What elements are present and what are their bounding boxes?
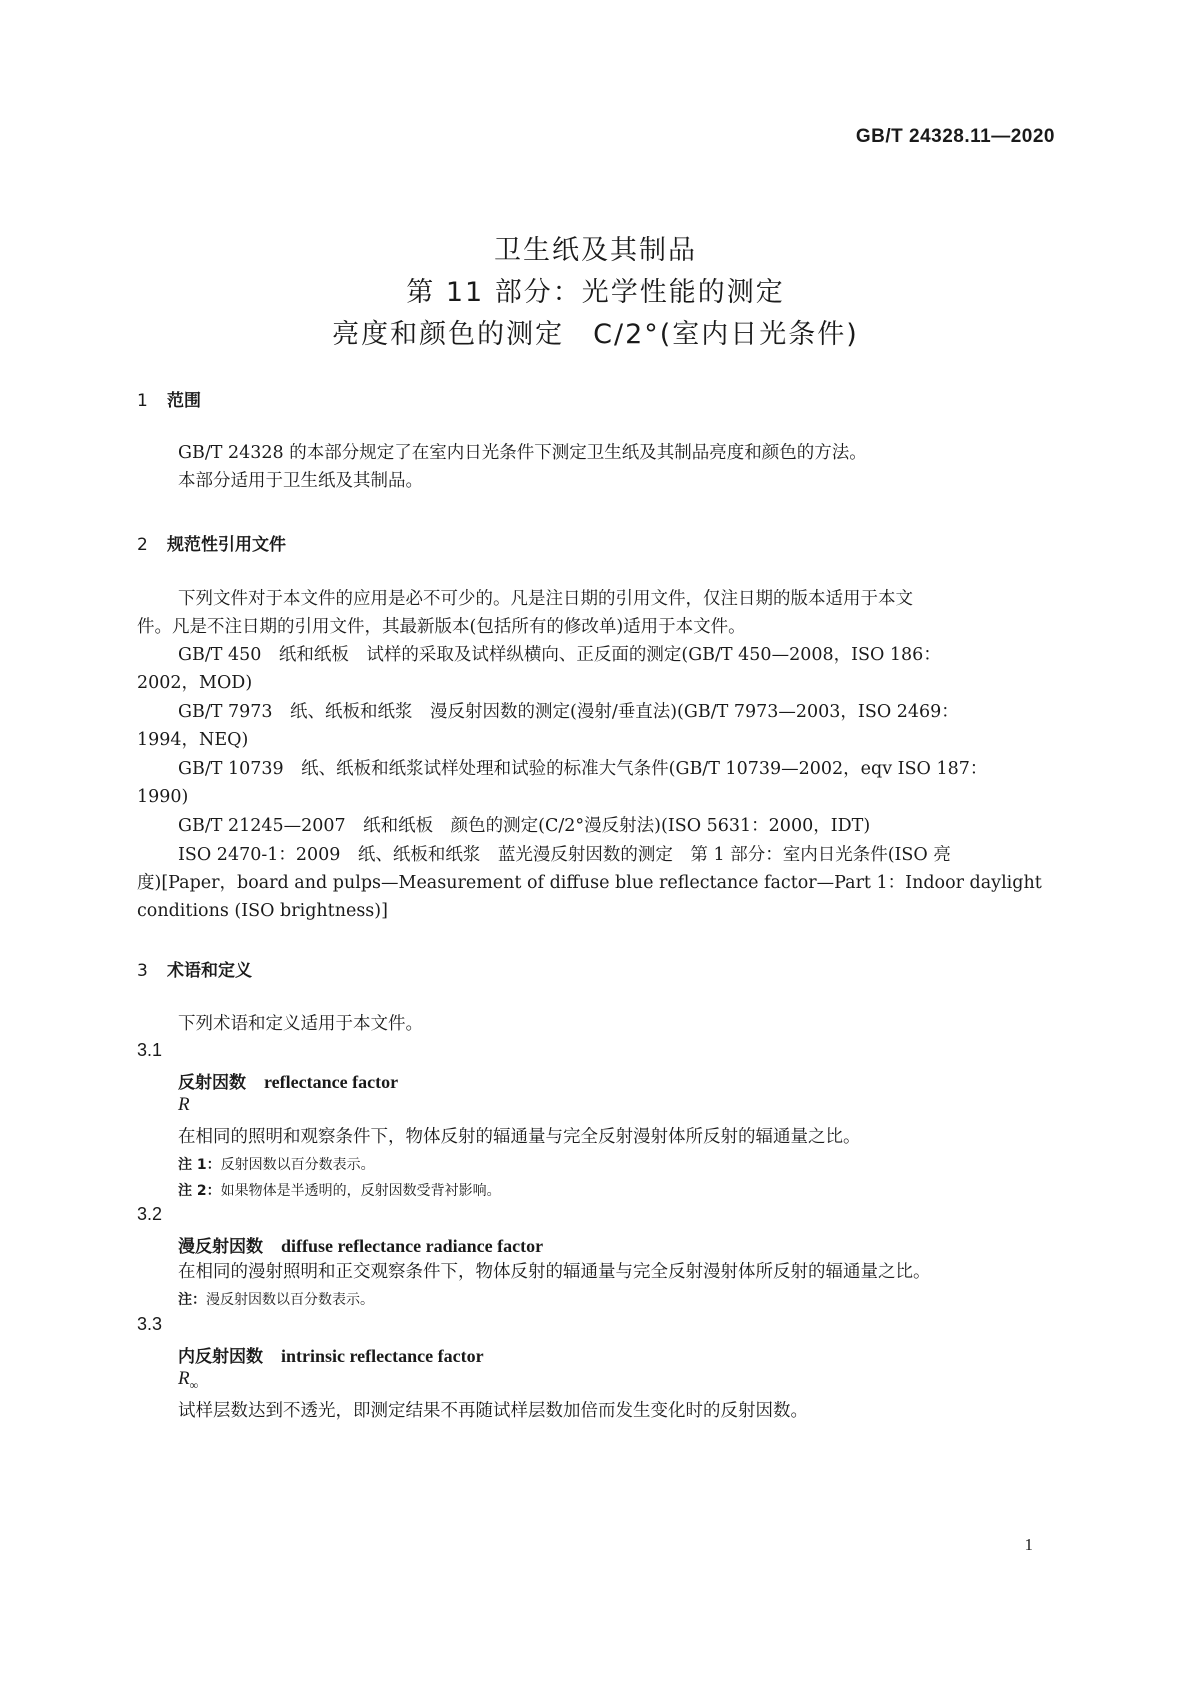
normative-intro-line-1: 下列文件对于本文件的应用是必不可少的。凡是注日期的引用文件，仅注日期的版本适用于本文 (178, 589, 913, 609)
term-3-1-note-1 (178, 1154, 375, 1174)
section-2-heading (137, 530, 286, 555)
note-label: 注 1： (178, 1157, 221, 1173)
term-3-3-zh: 内反射因数 (178, 1347, 263, 1367)
reference-5-line-3: conditions (ISO brightness)] (137, 901, 388, 921)
section-3-heading (137, 956, 252, 981)
note-label: 注： (178, 1292, 206, 1308)
reference-5-line-1: ISO 2470-1：2009 纸、纸板和纸浆 蓝光漫反射因数的测定 第 1 部分：室内日光条件(ISO 亮 (178, 845, 951, 865)
term-3-2-heading (178, 1232, 543, 1257)
term-3-1-heading (178, 1068, 398, 1093)
term-3-2-note (178, 1289, 374, 1309)
section-1-number: 1 (137, 391, 148, 411)
term-3-2-definition: 在相同的漫射照明和正交观察条件下，物体反射的辐通量与完全反射漫射体所反射的辐通量之比。 (178, 1262, 931, 1282)
section-3-title: 术语和定义 (167, 961, 252, 981)
title-line-3: 亮度和颜色的测定 C/2°(室内日光条件) (332, 319, 859, 350)
section-1-heading (137, 386, 201, 411)
scope-paragraph-1: GB/T 24328 的本部分规定了在室内日光条件下测定卫生纸及其制品亮度和颜色的方法。 (178, 443, 867, 463)
note-text: 如果物体是半透明的，反射因数受背衬影响。 (220, 1183, 501, 1199)
terms-intro: 下列术语和定义适用于本文件。 (178, 1014, 423, 1034)
normative-intro-line-2: 件。凡是不注日期的引用文件，其最新版本(包括所有的修改单)适用于本文件。 (137, 617, 746, 637)
reference-1-line-1: GB/T 450 纸和纸板 试样的采取及试样纵横向、正反面的测定(GB/T 450—2008，ISO 186： (178, 645, 941, 665)
note-label: 注 2： (178, 1183, 221, 1199)
term-3-1-en: reflectance factor (264, 1072, 399, 1092)
symbol-letter: R (178, 1368, 190, 1389)
section-1-title: 范围 (167, 391, 201, 411)
term-3-1-number: 3.1 (137, 1040, 163, 1060)
term-3-2-en: diffuse reflectance radiance factor (281, 1236, 544, 1256)
term-3-1-zh: 反射因数 (178, 1073, 246, 1093)
page-number: 1 (1024, 1535, 1033, 1554)
term-3-1-symbol: R (178, 1094, 190, 1115)
term-3-3-number: 3.3 (137, 1314, 163, 1334)
standard-code: GB/T 24328.11—2020 (855, 126, 1055, 147)
term-3-3-heading (178, 1342, 484, 1367)
reference-3-line-2: 1990) (137, 787, 189, 807)
reference-2-line-1: GB/T 7973 纸、纸板和纸浆 漫反射因数的测定(漫射/垂直法)(GB/T 7973—2003，ISO 2469： (178, 702, 959, 722)
term-3-3-en: intrinsic reflectance factor (281, 1346, 484, 1366)
term-3-1-definition: 在相同的照明和观察条件下，物体反射的辐通量与完全反射漫射体所反射的辐通量之比。 (178, 1127, 861, 1147)
term-3-2-number: 3.2 (137, 1204, 163, 1224)
section-2-title: 规范性引用文件 (167, 535, 286, 555)
title-line-1: 卫生纸及其制品 (494, 235, 697, 266)
term-3-2-zh: 漫反射因数 (178, 1237, 263, 1257)
reference-3-line-1: GB/T 10739 纸、纸板和纸浆试样处理和试验的标准大气条件(GB/T 10739—2002，eqv ISO 187： (178, 759, 988, 779)
section-2-number: 2 (137, 535, 148, 555)
note-text: 反射因数以百分数表示。 (220, 1157, 375, 1173)
symbol-subscript: ∞ (189, 1377, 199, 1392)
note-text: 漫反射因数以百分数表示。 (206, 1292, 374, 1308)
scope-paragraph-2: 本部分适用于卫生纸及其制品。 (178, 471, 423, 491)
term-3-3-symbol (178, 1368, 198, 1393)
reference-4-line-1: GB/T 21245—2007 纸和纸板 颜色的测定(C/2°漫反射法)(ISO 5631：2000，IDT) (178, 816, 871, 836)
section-3-number: 3 (137, 961, 148, 981)
reference-5-line-2: 度)[Paper，board and pulps—Measurement of diffuse blue reflectance factor—Part 1：Indoor daylight (137, 873, 1042, 893)
term-3-1-note-2 (178, 1180, 501, 1200)
title-line-2: 第 11 部分：光学性能的测定 (406, 277, 785, 308)
term-3-3-definition: 试样层数达到不透光，即测定结果不再随试样层数加倍而发生变化时的反射因数。 (178, 1401, 808, 1421)
reference-2-line-2: 1994，NEQ) (137, 730, 249, 750)
reference-1-line-2: 2002，MOD) (137, 673, 253, 693)
